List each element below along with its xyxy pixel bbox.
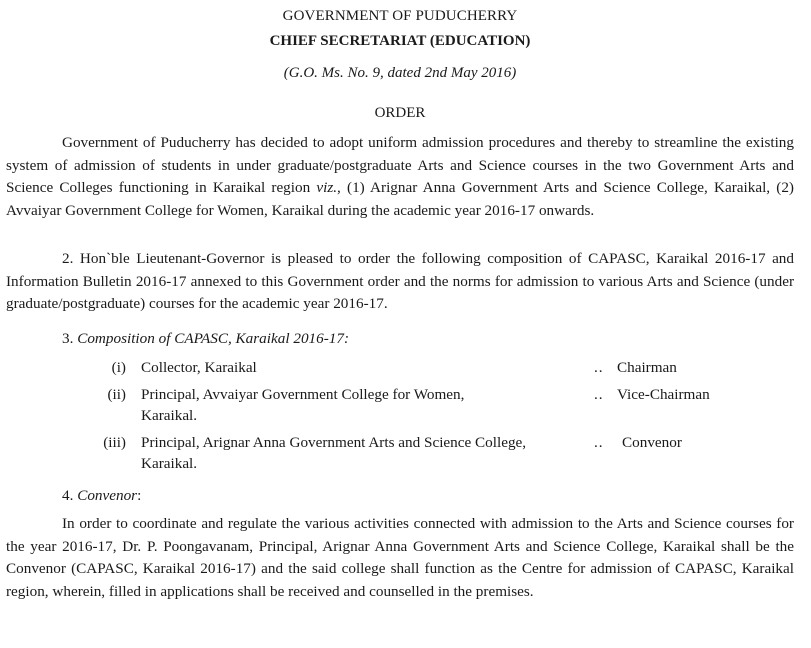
government-heading: GOVERNMENT OF PUDUCHERRY bbox=[282, 8, 518, 24]
composition-item-dots: .. bbox=[594, 359, 604, 376]
composition-item-convenor bbox=[0, 432, 800, 476]
composition-item-chairman bbox=[0, 357, 800, 379]
composition-item-member-cont: Karaikal. bbox=[141, 455, 198, 472]
paragraph-2: 2. Hon`ble Lieutenant-Governor is pleased to order the following composition of CAPASC, Karaikal 2016-17 and Information Bulletin 2016-17 annexed to this Government order and the norms for admission to various Arts and Science (under graduate/postgraduate) courses for the academic year 2016-17. bbox=[6, 250, 794, 312]
composition-item-member-cont: Karaikal. bbox=[141, 407, 198, 424]
order-title: ORDER bbox=[374, 105, 426, 121]
composition-item-label: (iii) bbox=[103, 434, 126, 451]
secretariat-heading: CHIEF SECRETARIAT (EDUCATION) bbox=[269, 33, 531, 49]
composition-item-dots: .. bbox=[594, 386, 604, 403]
section-4-colon: : bbox=[137, 487, 142, 504]
paragraph-1-viz: viz. bbox=[316, 179, 338, 196]
section-4-title: Convenor bbox=[77, 487, 138, 504]
section-3-title: Composition of CAPASC, Karaikal 2016-17: bbox=[77, 330, 350, 347]
order-reference: (G.O. Ms. No. 9, dated 2nd May 2016) bbox=[283, 65, 517, 81]
composition-item-label: (ii) bbox=[107, 386, 126, 403]
composition-item-dots: .. bbox=[594, 434, 604, 451]
paragraph-1 bbox=[6, 132, 794, 222]
section-4-number: 4. bbox=[62, 487, 74, 504]
section-3-heading bbox=[62, 328, 349, 351]
paragraph-4: In order to coordinate and regulate the various activities connected with admission to the Arts and Science courses for the year 2016-17, Dr. P. Poongavanam, Principal, Arignar Anna Government Arts and Science College, Karaikal shall be the Convenor (CAPASC, Karaikal 2016-17) and the said college shall function as the Centre for admission of CAPASC, Karaikal region, wherein, filled in applications shall be received and counselled in the premises. bbox=[6, 515, 794, 600]
composition-item-role: Chairman bbox=[617, 359, 677, 376]
composition-item-role: Convenor bbox=[622, 434, 682, 451]
section-3-number: 3. bbox=[62, 330, 74, 347]
paragraph-1-text-b: , (1) Arignar Anna Government Arts and Science College, Karaikal, (2) Avvaiyar Government College for Women, Karaikal during the academic year 2016-17 onwards. bbox=[6, 179, 794, 219]
composition-item-vice-chairman bbox=[0, 384, 800, 428]
composition-item-member: Principal, Avvaiyar Government College for Women, bbox=[141, 386, 465, 403]
composition-item-member: Principal, Arignar Anna Government Arts and Science College, bbox=[141, 434, 527, 451]
paragraph-1-text-a: Government of Puducherry has decided to adopt uniform admission procedures and thereby to streamline the existing system of admission of students in under graduate/postgraduate Arts and Science courses in the two Government Arts and Science Colleges functioning in Karaikal region bbox=[6, 134, 794, 196]
composition-item-member: Collector, Karaikal bbox=[141, 359, 257, 376]
composition-item-role: Vice-Chairman bbox=[617, 386, 710, 403]
section-4-heading bbox=[62, 485, 141, 508]
composition-item-label: (i) bbox=[111, 359, 126, 376]
